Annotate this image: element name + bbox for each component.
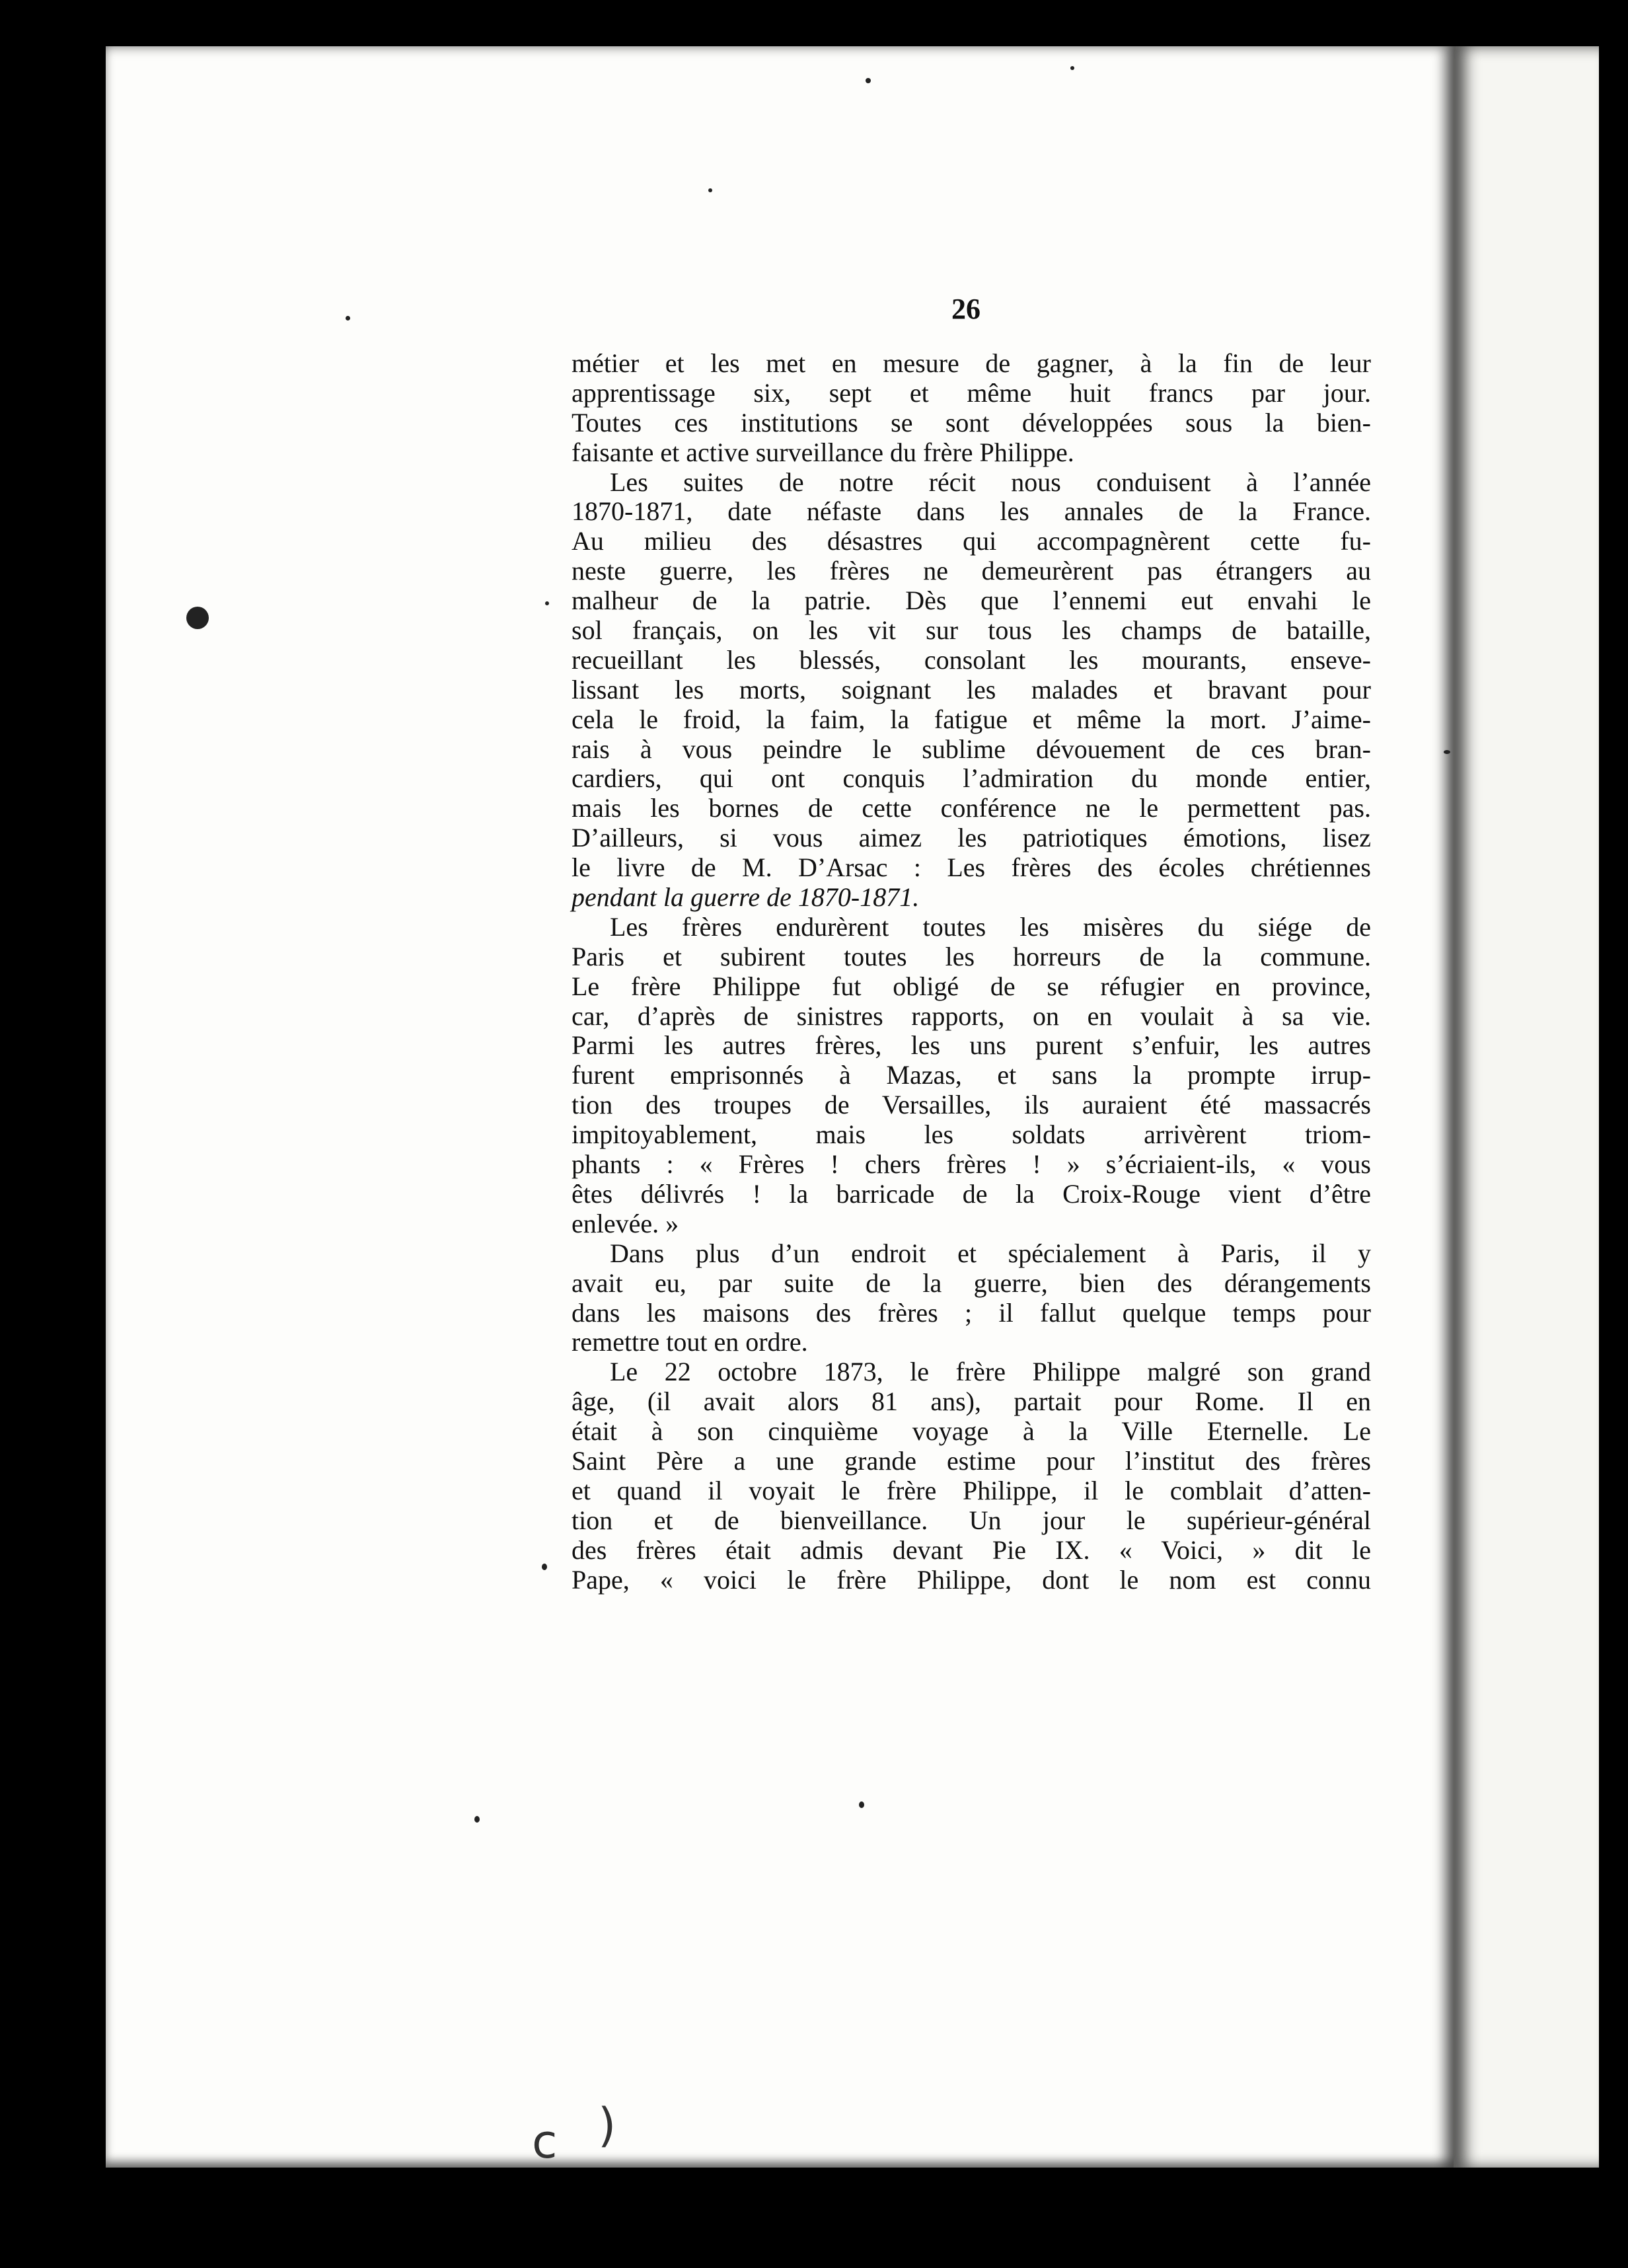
text-line: êtes délivrés ! la barricade de la Croix-Rouge vient d’être — [572, 1178, 1371, 1209]
pencil-mark: c — [532, 2115, 558, 2169]
text-line: lissant les morts, soignant les malades et bravant pour — [572, 674, 1371, 704]
text-line: Au milieu des désastres qui accompagnèrent cette fu- — [572, 526, 1371, 556]
text-line: D’ailleurs, si vous aimez les patriotiques émotions, lisez — [572, 823, 1371, 853]
scan-speck — [542, 1564, 547, 1570]
text-line: recueillant les blessés, consolant les mourants, enseve- — [572, 644, 1371, 675]
text-line: était à son cinquième voyage à la Ville Eternelle. Le — [572, 1416, 1371, 1447]
text-line: cardiers, qui ont conquis l’admiration du monde entier, — [572, 763, 1371, 794]
text-line: phants : « Frères ! chers frères ! » s’écriaient-ils, « vous — [572, 1149, 1371, 1180]
scan-speck — [474, 1816, 480, 1823]
text-line: faisante et active surveillance du frère Philippe. — [572, 437, 1074, 467]
text-line: Paris et subirent toutes les horreurs de la commune. — [572, 941, 1371, 971]
text-line: Les suites de notre récit nous conduisent à l’année — [610, 467, 1371, 497]
scan-speck — [1070, 66, 1074, 70]
ink-blot — [186, 607, 209, 629]
text-line: pendant la guerre de 1870-1871. — [572, 882, 920, 913]
text-line: mais les bornes de cette conférence ne le permettent pas. — [572, 793, 1371, 823]
text-line: Parmi les autres frères, les uns purent s’enfuir, les autres — [572, 1030, 1371, 1061]
body-text — [572, 349, 1371, 1595]
text-line: et quand il voyait le frère Philippe, il le comblait d’atten- — [572, 1475, 1371, 1505]
text-line: Pape, « voici le frère Philippe, dont le nom est connu — [572, 1564, 1371, 1595]
pencil-mark: ) — [598, 2098, 616, 2152]
text-line: enlevée. » — [572, 1208, 679, 1238]
text-line: cela le froid, la faim, la fatigue et même la mort. J’aime- — [572, 704, 1371, 734]
text-line: rais à vous peindre le sublime dévouement de ces bran- — [572, 734, 1371, 764]
text-line: 1870-1871, date néfaste dans les annales de la France. — [572, 496, 1371, 527]
scan-speck — [545, 601, 549, 605]
text-line: Le frère Philippe fut obligé de se réfugier en province, — [572, 971, 1371, 1001]
text-line: tion et de bienveillance. Un jour le supérieur-général — [572, 1505, 1371, 1535]
text-line: car, d’après de sinistres rapports, on en voulait à sa vie. — [572, 1001, 1371, 1031]
text-line: le livre de M. D’Arsac : Les frères des écoles chrétiennes — [572, 852, 1371, 883]
scan-speck — [346, 316, 350, 321]
scan-speck — [1444, 750, 1450, 754]
text-line: sol français, on les vit sur tous les champs de bataille, — [572, 615, 1371, 646]
page-number: 26 — [951, 293, 980, 325]
text-line: métier et les met en mesure de gagner, à la fin de leur — [572, 348, 1371, 378]
text-line: Dans plus d’un endroit et spécialement à Paris, il y — [610, 1238, 1371, 1268]
scan-speck — [866, 78, 871, 83]
scan-speck — [859, 1801, 864, 1808]
text-line: apprentissage six, sept et même huit francs par jour. — [572, 377, 1371, 408]
scan-speck — [708, 188, 712, 192]
text-line: des frères était admis devant Pie IX. « Voici, » dit le — [572, 1534, 1371, 1565]
text-line: Les frères endurèrent toutes les misères du siége de — [610, 911, 1371, 942]
text-line: Le 22 octobre 1873, le frère Philippe malgré son grand — [610, 1357, 1371, 1387]
text-line: impitoyablement, mais les soldats arrivèrent triom- — [572, 1119, 1371, 1150]
text-line: Toutes ces institutions se sont développées sous la bien- — [572, 407, 1371, 437]
text-line: tion des troupes de Versailles, ils auraient été massacrés — [572, 1090, 1371, 1120]
facing-page-edge — [1454, 46, 1599, 2168]
text-line: malheur de la patrie. Dès que l’ennemi eut envahi le — [572, 586, 1371, 616]
text-line: dans les maisons des frères ; il fallut quelque temps pour — [572, 1297, 1371, 1328]
text-line: furent emprisonnés à Mazas, et sans la prompte irrup- — [572, 1060, 1371, 1090]
text-line: Saint Père a une grande estime pour l’institut des frères — [572, 1445, 1371, 1476]
text-line: neste guerre, les frères ne demeurèrent pas étrangers au — [572, 556, 1371, 586]
text-line: avait eu, par suite de la guerre, bien des dérangements — [572, 1267, 1371, 1298]
text-line: remettre tout en ordre. — [572, 1327, 808, 1357]
text-line: âge, (il avait alors 81 ans), partait pour Rome. Il en — [572, 1386, 1371, 1417]
